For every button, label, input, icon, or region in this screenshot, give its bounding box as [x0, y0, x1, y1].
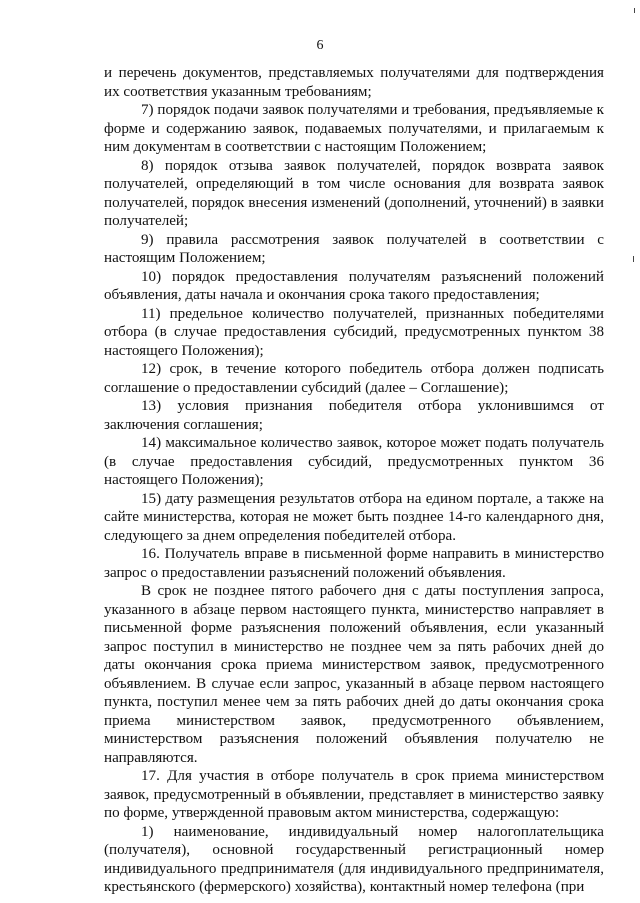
paragraph-item-9: 9) правила рассмотрения заявок получателей в соответствии с настоящим Положением;	[104, 231, 604, 266]
paragraph-item-7: 7) порядок подачи заявок получателями и требования, предъявляемые к форме и содержанию заявок, подаваемых получателями, и прилагаемым к ним документам в соответствии с настоящим Положением;	[104, 102, 604, 155]
paragraph-continuation: и перечень документов, представляемых получателями для подтверждения их соответствия указанным требованиям;	[104, 65, 604, 100]
paragraph-item-8: 8) порядок отзыва заявок получателей, порядок возврата заявок получателей, определяющий в том числе основания для возврата заявок получателей, порядок внесения изменений (дополнений, уточнений) в заявки получателей;	[104, 157, 604, 229]
paragraph-clause-17: 17. Для участия в отборе получатель в срок приема министерством заявок, предусмотренный в объявлении, представляет в министерство заявку по форме, утвержденной правовым актом министерства, содержащую:	[104, 768, 604, 821]
paragraph-clause-16-deadline: В срок не позднее пятого рабочего дня с даты поступления запроса, указанного в абзаце первом настоящего пункта, министерство направляет в письменной форме разъяснения положений объявления, если указанный запрос поступил в министерство не позднее чем за пять рабочих дней до даты окончания срока приема министерством заявок, предусмотренного объявлением. В случае если запрос, указанный в абзаце первом настоящего пункта, поступил менее чем за пять рабочих дней до даты окончания срока приема министерством заявок, предусмотренного объявлением, министерством разъяснения положений объявления получателю не направляются.	[104, 583, 604, 766]
paragraph-item-13: 13) условия признания победителя отбора уклонившимся от заключения соглашения;	[104, 398, 604, 433]
paragraph-item-10: 10) порядок предоставления получателям разъяснений положений объявления, даты начала и окончания срока такого предоставления;	[104, 268, 604, 303]
paragraph-item-12: 12) срок, в течение которого победитель отбора должен подписать соглашение о предоставлении субсидий (далее – Соглашение);	[104, 361, 604, 396]
paragraph-item-14: 14) максимальное количество заявок, которое может подать получатель (в случае предоставления субсидий, предусмотренных пунктом 36 настоящего Положения);	[104, 435, 604, 488]
document-text	[104, 64, 604, 897]
paragraph-clause-16: 16. Получатель вправе в письменной форме направить в министерство запрос о предоставлении разъяснений положений объявления.	[104, 546, 604, 581]
paragraph-clause-17-item-1: 1) наименование, индивидуальный номер налогоплательщика (получателя), основной государственный регистрационный номер индивидуального предпринимателя (для индивидуального предпринимателя, крестьянского (фермерского) хозяйства), контактный номер телефона (при	[104, 823, 604, 895]
scan-margin-mark	[634, 8, 635, 13]
page-number: 6	[316, 38, 324, 53]
paragraph-item-15: 15) дату размещения результатов отбора на едином портале, а также на сайте министерства, которая не может быть позднее 14-го календарного дня, следующего за днем определения победителей отбора.	[104, 490, 604, 544]
paragraph-item-11: 11) предельное количество получателей, признанных победителями отбора (в случае предоставления субсидий, предусмотренных пунктом 38 настоящего Положения);	[104, 305, 604, 359]
scan-margin-mark	[633, 256, 634, 262]
